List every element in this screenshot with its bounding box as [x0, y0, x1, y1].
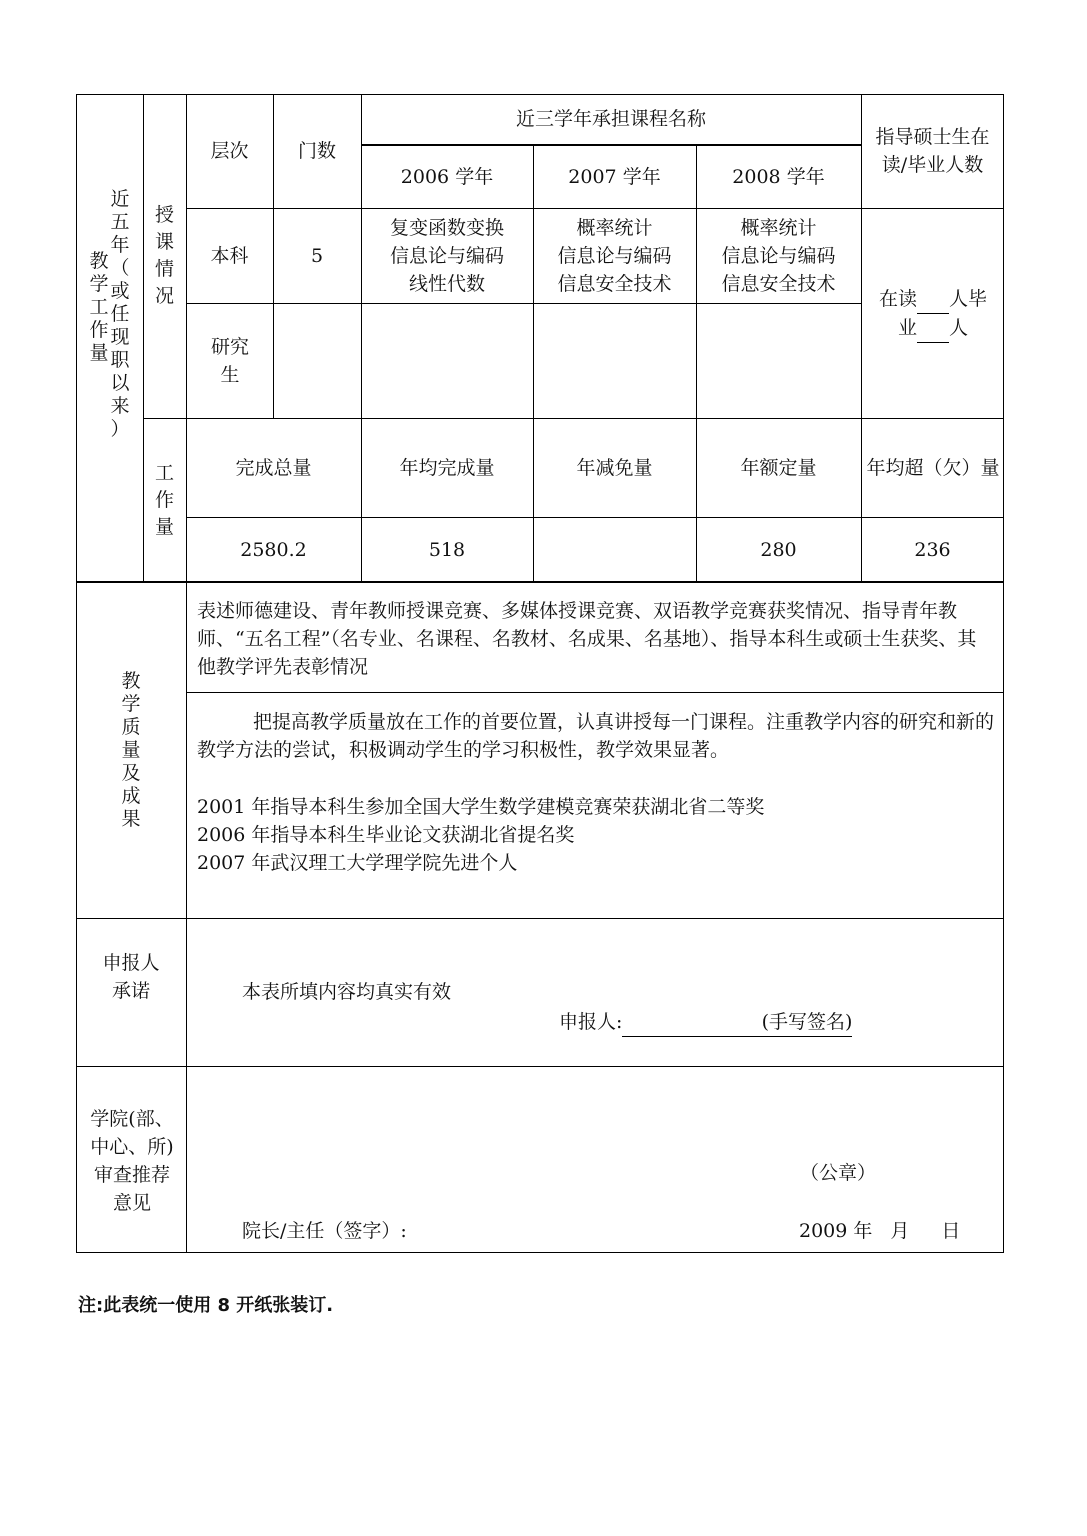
- rule: [186, 692, 1004, 693]
- review-label: 学院(部、中心、所)审查推荐意见: [90, 1108, 174, 1214]
- applicant-signature-line: [559, 1008, 979, 1037]
- course: 信息论与编码: [557, 245, 672, 267]
- signature-field[interactable]: [622, 1008, 852, 1037]
- header-year-2007: 2007 学年: [568, 166, 661, 188]
- workload-value-annual: 518: [428, 538, 466, 561]
- rule: [76, 581, 1004, 583]
- graduated-count-blank[interactable]: [917, 342, 949, 343]
- header-masters: 指导硕士生在读/毕业人数: [875, 126, 990, 176]
- workload-header-quota: 年额定量: [740, 457, 817, 479]
- date-day: 日: [941, 1220, 961, 1242]
- reading-label: 在读: [878, 287, 917, 310]
- teaching-label: 授 课 情 况: [154, 204, 174, 307]
- quality-instructions: 表述师德建设、青年教师授课竞赛、多媒体授课竞赛、双语教学竞赛获奖情况、指导青年教师、“五名工程”（名专业、名课程、名教材、名成果、名基地）、指导本科生或硕士生获奖、其他教学评先表彰情况: [197, 600, 977, 678]
- review-date: [799, 1217, 999, 1245]
- rule: [76, 1066, 1004, 1067]
- date-year: 2009 年: [799, 1220, 873, 1242]
- course: 概率统计: [740, 217, 817, 239]
- rule: [861, 94, 862, 582]
- masters-status-line1: [879, 285, 987, 314]
- undergrad-level: 本科: [210, 245, 249, 267]
- undergrad-2007-courses: [533, 209, 696, 303]
- undergrad-count: 5: [310, 245, 324, 267]
- dean-signature-label: 院长/主任（签字）:: [242, 1220, 407, 1242]
- workload-value-total: 2580.2: [240, 538, 307, 561]
- course: 信息安全技术: [557, 273, 672, 295]
- course: 线性代数: [408, 273, 485, 295]
- workload-value-reduction: [533, 518, 696, 581]
- workload-header-annual: 年均完成量: [399, 457, 495, 479]
- rule: [186, 303, 862, 304]
- period-label: 近 五 年 （ 或 任 现 职 以 来 ）: [110, 187, 130, 440]
- section-label-teaching-workload: [76, 94, 143, 582]
- graduated-unit-2: 人: [949, 316, 969, 339]
- handwritten-note: (手写签名): [761, 1011, 853, 1033]
- masters-status-line2: [898, 314, 968, 343]
- masters-status: [866, 209, 1000, 418]
- header-count: 门数: [297, 140, 336, 162]
- header-year-2006: 2006 学年: [400, 166, 494, 188]
- workload-value-excess: 236: [914, 538, 951, 561]
- workload-header-excess: 年均超（欠）量: [866, 457, 1000, 479]
- workload-header-total: 完成总量: [235, 457, 312, 479]
- award-item: 2001 年指导本科生参加全国大学生数学建模竞赛荣获湖北省二等奖: [197, 796, 765, 818]
- header-level: 层次: [210, 140, 249, 162]
- seal-label: （公章）: [800, 1162, 877, 1184]
- course: 信息安全技术: [721, 273, 836, 295]
- award-item: 2006 年指导本科生毕业论文获湖北省提名奖: [197, 824, 575, 846]
- graduate-level: 研究生: [210, 336, 249, 386]
- commitment-label: 申报人承诺: [102, 952, 160, 1002]
- graduated-unit: 人毕: [949, 287, 988, 310]
- quality-label: 教 学 质 量 及 成 果: [121, 670, 141, 830]
- graduated-label: 业: [897, 316, 917, 339]
- applicant-label: 申报人:: [559, 1011, 623, 1033]
- workload-section-label: 教 学 工 作 量: [89, 249, 109, 364]
- course: 信息论与编码: [389, 245, 504, 267]
- quality-paragraph: 把提高教学质量放在工作的首要位置，认真讲授每一门课程。注重教学内容的研究和新的教学方法的尝试，积极调动学生的学习积极性，教学效果显著。: [197, 711, 995, 761]
- header-year-2008: 2008 学年: [732, 166, 825, 188]
- date-month: 月: [890, 1220, 910, 1242]
- undergrad-2006-courses: [361, 209, 533, 303]
- workload-value-quota: 280: [760, 538, 797, 561]
- workload-header-reduction: 年减免量: [576, 457, 653, 479]
- workload-label: 工 作 量: [154, 461, 174, 538]
- award-item: 2007 年武汉理工大学理学院先进个人: [197, 852, 518, 874]
- footnote: 注:此表统一使用 8 开纸张装订.: [78, 1295, 334, 1316]
- rule: [76, 918, 1004, 919]
- course: 复变函数变换: [389, 217, 504, 239]
- header-courses-title: 近三学年承担课程名称: [515, 108, 706, 130]
- course: 信息论与编码: [721, 245, 836, 267]
- commitment-statement: 本表所填内容均真实有效: [242, 981, 452, 1003]
- undergrad-2008-courses: [696, 209, 861, 303]
- course: 概率统计: [576, 217, 653, 239]
